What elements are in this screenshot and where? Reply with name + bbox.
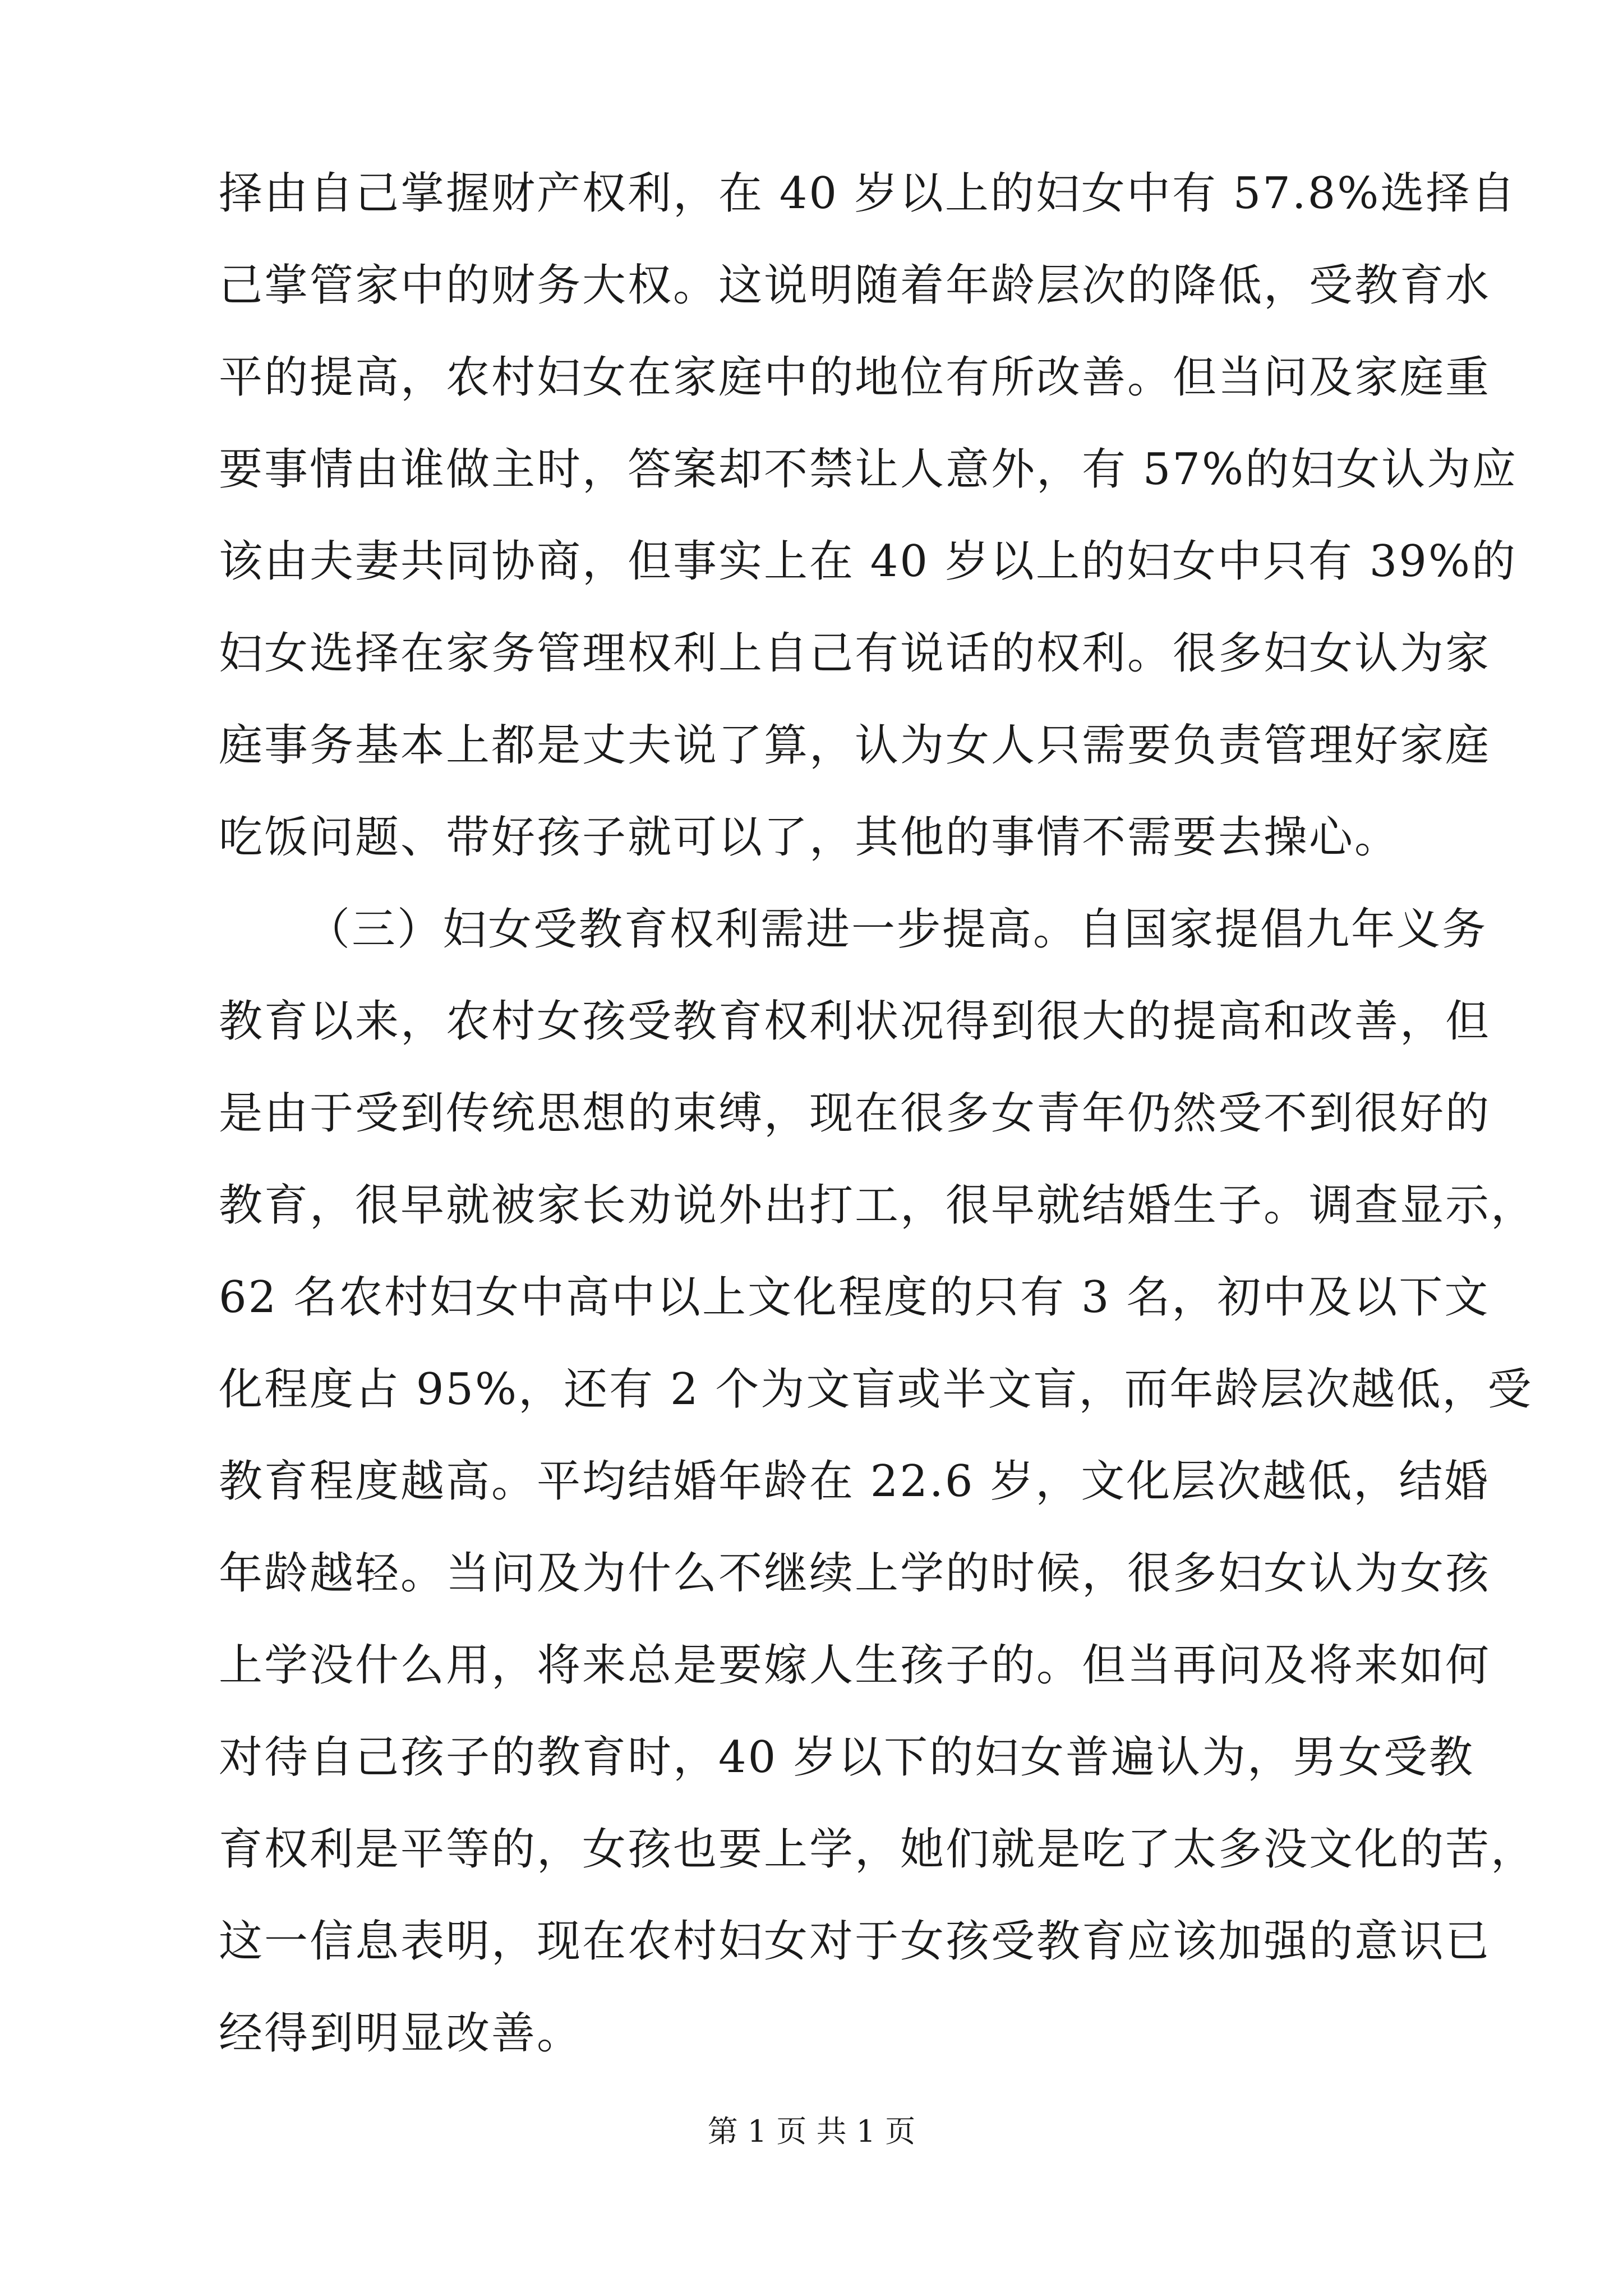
text-line: 择由自己掌握财产权利，在 40 岁以上的妇女中有 57.8%选择自 (219, 168, 1517, 219)
text-line: 上学没什么用，将来总是要嫁人生孩子的。但当再问及将来如何 (219, 1640, 1491, 1691)
text-line: 年龄越轻。当问及为什么不继续上学的时候，很多妇女认为女孩 (219, 1548, 1491, 1599)
text-line: 妇女选择在家务管理权利上自己有说话的权利。很多妇女认为家 (219, 628, 1491, 679)
text-line: 平的提高，农村妇女在家庭中的地位有所改善。但当问及家庭重 (219, 352, 1491, 403)
text-line: 这一信息表明，现在农村妇女对于女孩受教育应该加强的意识已 (219, 1916, 1491, 1967)
text-line: 该由夫妻共同协商，但事实上在 40 岁以上的妇女中只有 39%的 (219, 536, 1518, 587)
text-line: 育权利是平等的，女孩也要上学，她们就是吃了太多没文化的苦， (219, 1824, 1537, 1875)
text-line: 吃饭问题、带好孩子就可以了，其他的事情不需要去操心。 (219, 812, 1400, 863)
text-line: 教育程度越高。平均结婚年龄在 22.6 岁，文化层次越低，结婚 (219, 1456, 1490, 1507)
text-line: 是由于受到传统思想的束缚，现在很多女青年仍然受不到很好的 (219, 1088, 1491, 1139)
page-footer: 第 1 页 共 1 页 (707, 2114, 916, 2149)
text-line: 教育以来，农村女孩受教育权利状况得到很大的提高和改善，但 (219, 996, 1491, 1047)
text-line: 庭事务基本上都是丈夫说了算，认为女人只需要负责管理好家庭 (219, 720, 1491, 771)
section-heading-line: （三）妇女受教育权利需进一步提高。自国家提倡九年义务 (306, 904, 1488, 955)
text-line: 对待自己孩子的教育时，40 岁以下的妇女普遍认为，男女受教 (219, 1732, 1475, 1783)
text-line: 62 名农村妇女中高中以上文化程度的只有 3 名，初中及以下文 (219, 1272, 1490, 1323)
text-line: 化程度占 95%，还有 2 个为文盲或半文盲，而年龄层次越低，受 (219, 1364, 1533, 1415)
text-line: 要事情由谁做主时，答案却不禁让人意外，有 57%的妇女认为应 (219, 444, 1518, 495)
text-line: 经得到明显改善。 (219, 2008, 583, 2059)
text-line: 己掌管家中的财务大权。这说明随着年龄层次的降低，受教育水 (219, 260, 1491, 311)
text-line: 教育，很早就被家长劝说外出打工，很早就结婚生子。调查显示， (219, 1180, 1537, 1231)
